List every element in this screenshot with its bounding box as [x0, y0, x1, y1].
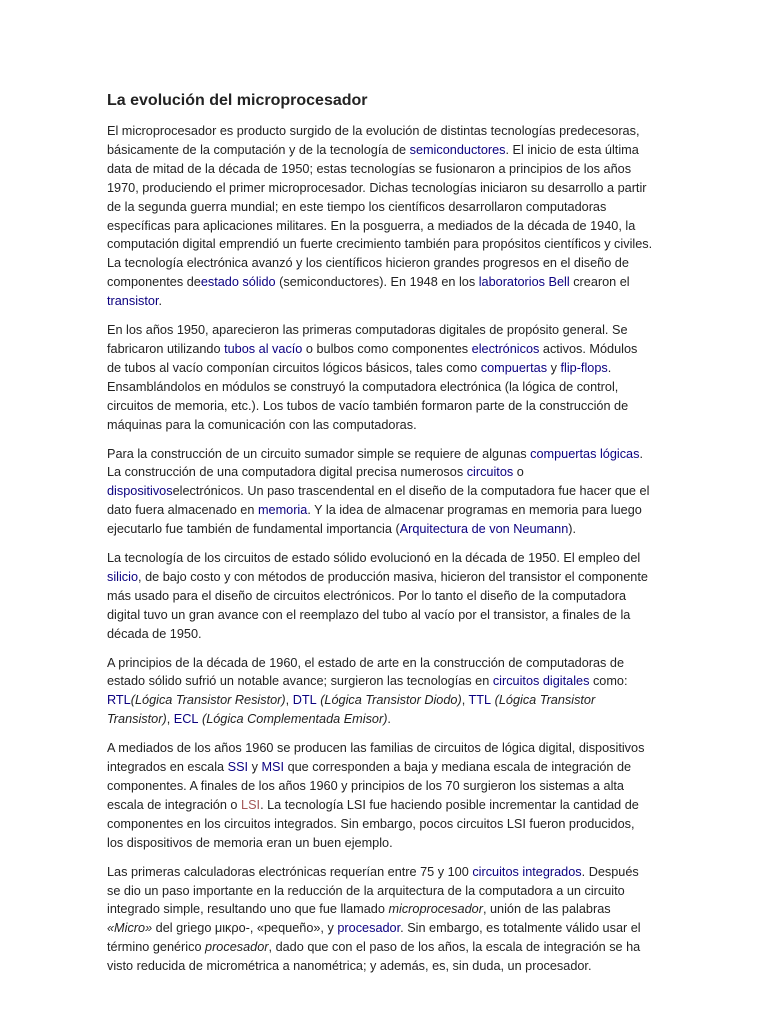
link-ssi[interactable]: SSI: [227, 760, 249, 775]
text: . Y la idea de almacenar programas en memoria para luego ejecutarlo fue también de fundamental importancia (: [107, 503, 642, 537]
link-dtl[interactable]: DTL: [292, 693, 317, 708]
text: A principios de la década de 1960, el estado de arte en la construcción de computadoras de estado sólido sufrió un notable avance; surgieron las tecnologías en: [107, 655, 625, 689]
text: . El inicio de esta última data de mitad de la década de 1950; estas tecnologías se fusionaron a principios de los años 1970, produciendo el primer microprocesador. Dichas tecnologías iniciaron su desarrollo a partir de la segunda guerra mundial; en este tiempo los científicos desarrollaron computadoras específicas para aplicaciones militares. En la posguerra, a mediados de la década de 1940, la computación digital emprendió un fuerte crecimiento también para propósitos científicos y civiles. La tecnología electrónica avanzó y los científicos hicieron grandes progresos en el diseño de componentes de: [107, 142, 653, 290]
link-memoria[interactable]: memoria: [257, 503, 308, 518]
text: . Ensamblándolos en módulos se construyó la computadora electrónica (la lógica de control, circuitos de memoria, etc.). Los tubos de vacío también formaron parte de la construcción de máquinas para la comunicación con las computadoras.: [107, 360, 629, 432]
text: y: [248, 760, 262, 775]
link-circuitos-digitales[interactable]: circuitos digitales: [492, 674, 590, 689]
emphasis: (Lógica Transistor Resistor): [130, 693, 286, 708]
text: del griego μικρο-, «pequeño», y: [152, 921, 338, 936]
link-electronicos[interactable]: electrónicos: [471, 341, 540, 356]
text: .: [387, 712, 391, 727]
emphasis: microprocesador: [388, 902, 483, 917]
emphasis: procesador: [205, 940, 269, 955]
link-arquitectura-von-neumann[interactable]: Arquitectura de von Neumann: [399, 522, 569, 537]
text: La tecnología de los circuitos de estado sólido evolucionó en la década de 1950. El empleo del: [107, 551, 641, 566]
text: ,: [285, 693, 293, 708]
link-ecl[interactable]: ECL: [173, 712, 199, 727]
text: .: [158, 294, 163, 309]
link-ttl[interactable]: TTL: [468, 693, 492, 708]
paragraph-6: [107, 739, 653, 852]
text: , unión de las palabras: [482, 902, 611, 917]
emphasis: «Micro»: [107, 921, 153, 936]
paragraph-7: [107, 863, 653, 976]
page-title: La evolución del microprocesador: [107, 92, 368, 109]
text: Para la construcción de un circuito sumador simple se requiere de algunas: [107, 446, 531, 461]
text: , de bajo costo y con métodos de producción masiva, hicieron del transistor el componente más usado para el diseño de circuitos electrónicos. Por lo tanto el diseño de la computadora digital tuvo un gran avance con el reemplazo del tubo al vacío por el transistor, a finales de la década de 1950.: [107, 569, 648, 641]
text: A mediados de los años 1960 se producen las familias de circuitos de lógica digital, dispositivos integrados en escala: [107, 741, 645, 775]
text: . La construcción de una computadora digital precisa numerosos: [107, 446, 643, 480]
link-dispositivos[interactable]: dispositivos: [107, 484, 173, 499]
link-tubos-al-vacio[interactable]: tubos al vacío: [224, 341, 303, 356]
text: crearon el: [569, 275, 630, 290]
text: Las primeras calculadoras electrónicas requerían entre 75 y 100: [107, 864, 473, 879]
paragraph-4: [107, 549, 653, 644]
link-circuitos[interactable]: circuitos: [466, 465, 514, 480]
paragraph-2: [107, 321, 653, 434]
emphasis: (Lógica Complementada Emisor): [198, 712, 388, 727]
paragraph-5: [107, 654, 653, 730]
text: activos. Módulos de tubos al vacío componían circuitos lógicos básicos, tales como: [107, 341, 638, 375]
text: electrónicos. Un paso trascendental en el diseño de la computadora fue hacer que el dato fuera almacenado en: [107, 484, 650, 518]
text: o: [513, 465, 524, 480]
link-circuitos-integrados[interactable]: circuitos integrados: [472, 864, 582, 879]
emphasis: (Lógica Transistor Transistor): [107, 693, 596, 727]
link-compuertas-logicas[interactable]: compuertas lógicas: [530, 446, 640, 461]
article: [107, 90, 653, 986]
text: que corresponden a baja y mediana escala de integración de componentes. A finales de los años 1960 y principios de los 70 surgieron los sistemas a alta escala de integración o: [107, 760, 632, 812]
text: ).: [568, 522, 577, 537]
link-lsi[interactable]: LSI: [241, 797, 261, 812]
link-compuertas[interactable]: compuertas: [480, 360, 548, 375]
link-procesador[interactable]: procesador: [337, 921, 401, 936]
paragraph-1: [107, 122, 653, 311]
link-transistor[interactable]: transistor: [107, 294, 159, 309]
text: o bulbos como componentes: [302, 341, 472, 356]
link-estado-solido[interactable]: estado sólido: [200, 275, 276, 290]
text: . La tecnología LSI fue haciendo posible incrementar la cantidad de componentes en los circuitos integrados. Sin embargo, pocos circuitos LSI fueron producidos, los dispositivos de memoria eran un buen ejemplo.: [107, 797, 639, 850]
text: ,: [461, 693, 469, 708]
link-silicio[interactable]: silicio: [107, 569, 139, 584]
text: . Sin embargo, es totalmente válido usar el término genérico: [107, 921, 641, 955]
text: y: [547, 360, 561, 375]
paragraph-3: [107, 445, 653, 540]
link-msi[interactable]: MSI: [261, 760, 285, 775]
text: El microprocesador es producto surgido de la evolución de distintas tecnologías predecesoras, básicamente de la computación y de la tecnología de: [107, 124, 640, 157]
text: (semiconductores). En 1948 en los: [275, 275, 479, 290]
text: ,: [166, 712, 174, 727]
text: . Después se dio un paso importante en la reducción de la arquitectura de la computadora a un circuito integrado simple, resultando uno que fue llamado: [107, 864, 639, 917]
emphasis: (Lógica Transistor Diodo): [316, 693, 462, 708]
link-rtl[interactable]: RTL: [107, 693, 131, 708]
link-semiconductores[interactable]: semiconductores: [409, 142, 506, 157]
text: En los años 1950, aparecieron las primeras computadoras digitales de propósito general. Se fabricaron utilizando: [107, 323, 628, 356]
text: , dado que con el paso de los años, la escala de integración se ha visto reducida de micrométrica a nanométrica; y además, es, sin duda, un procesador.: [107, 940, 641, 974]
text: como:: [589, 674, 628, 689]
link-laboratorios-bell[interactable]: laboratorios Bell: [478, 275, 570, 290]
link-flip-flops[interactable]: flip-flops: [560, 360, 608, 375]
